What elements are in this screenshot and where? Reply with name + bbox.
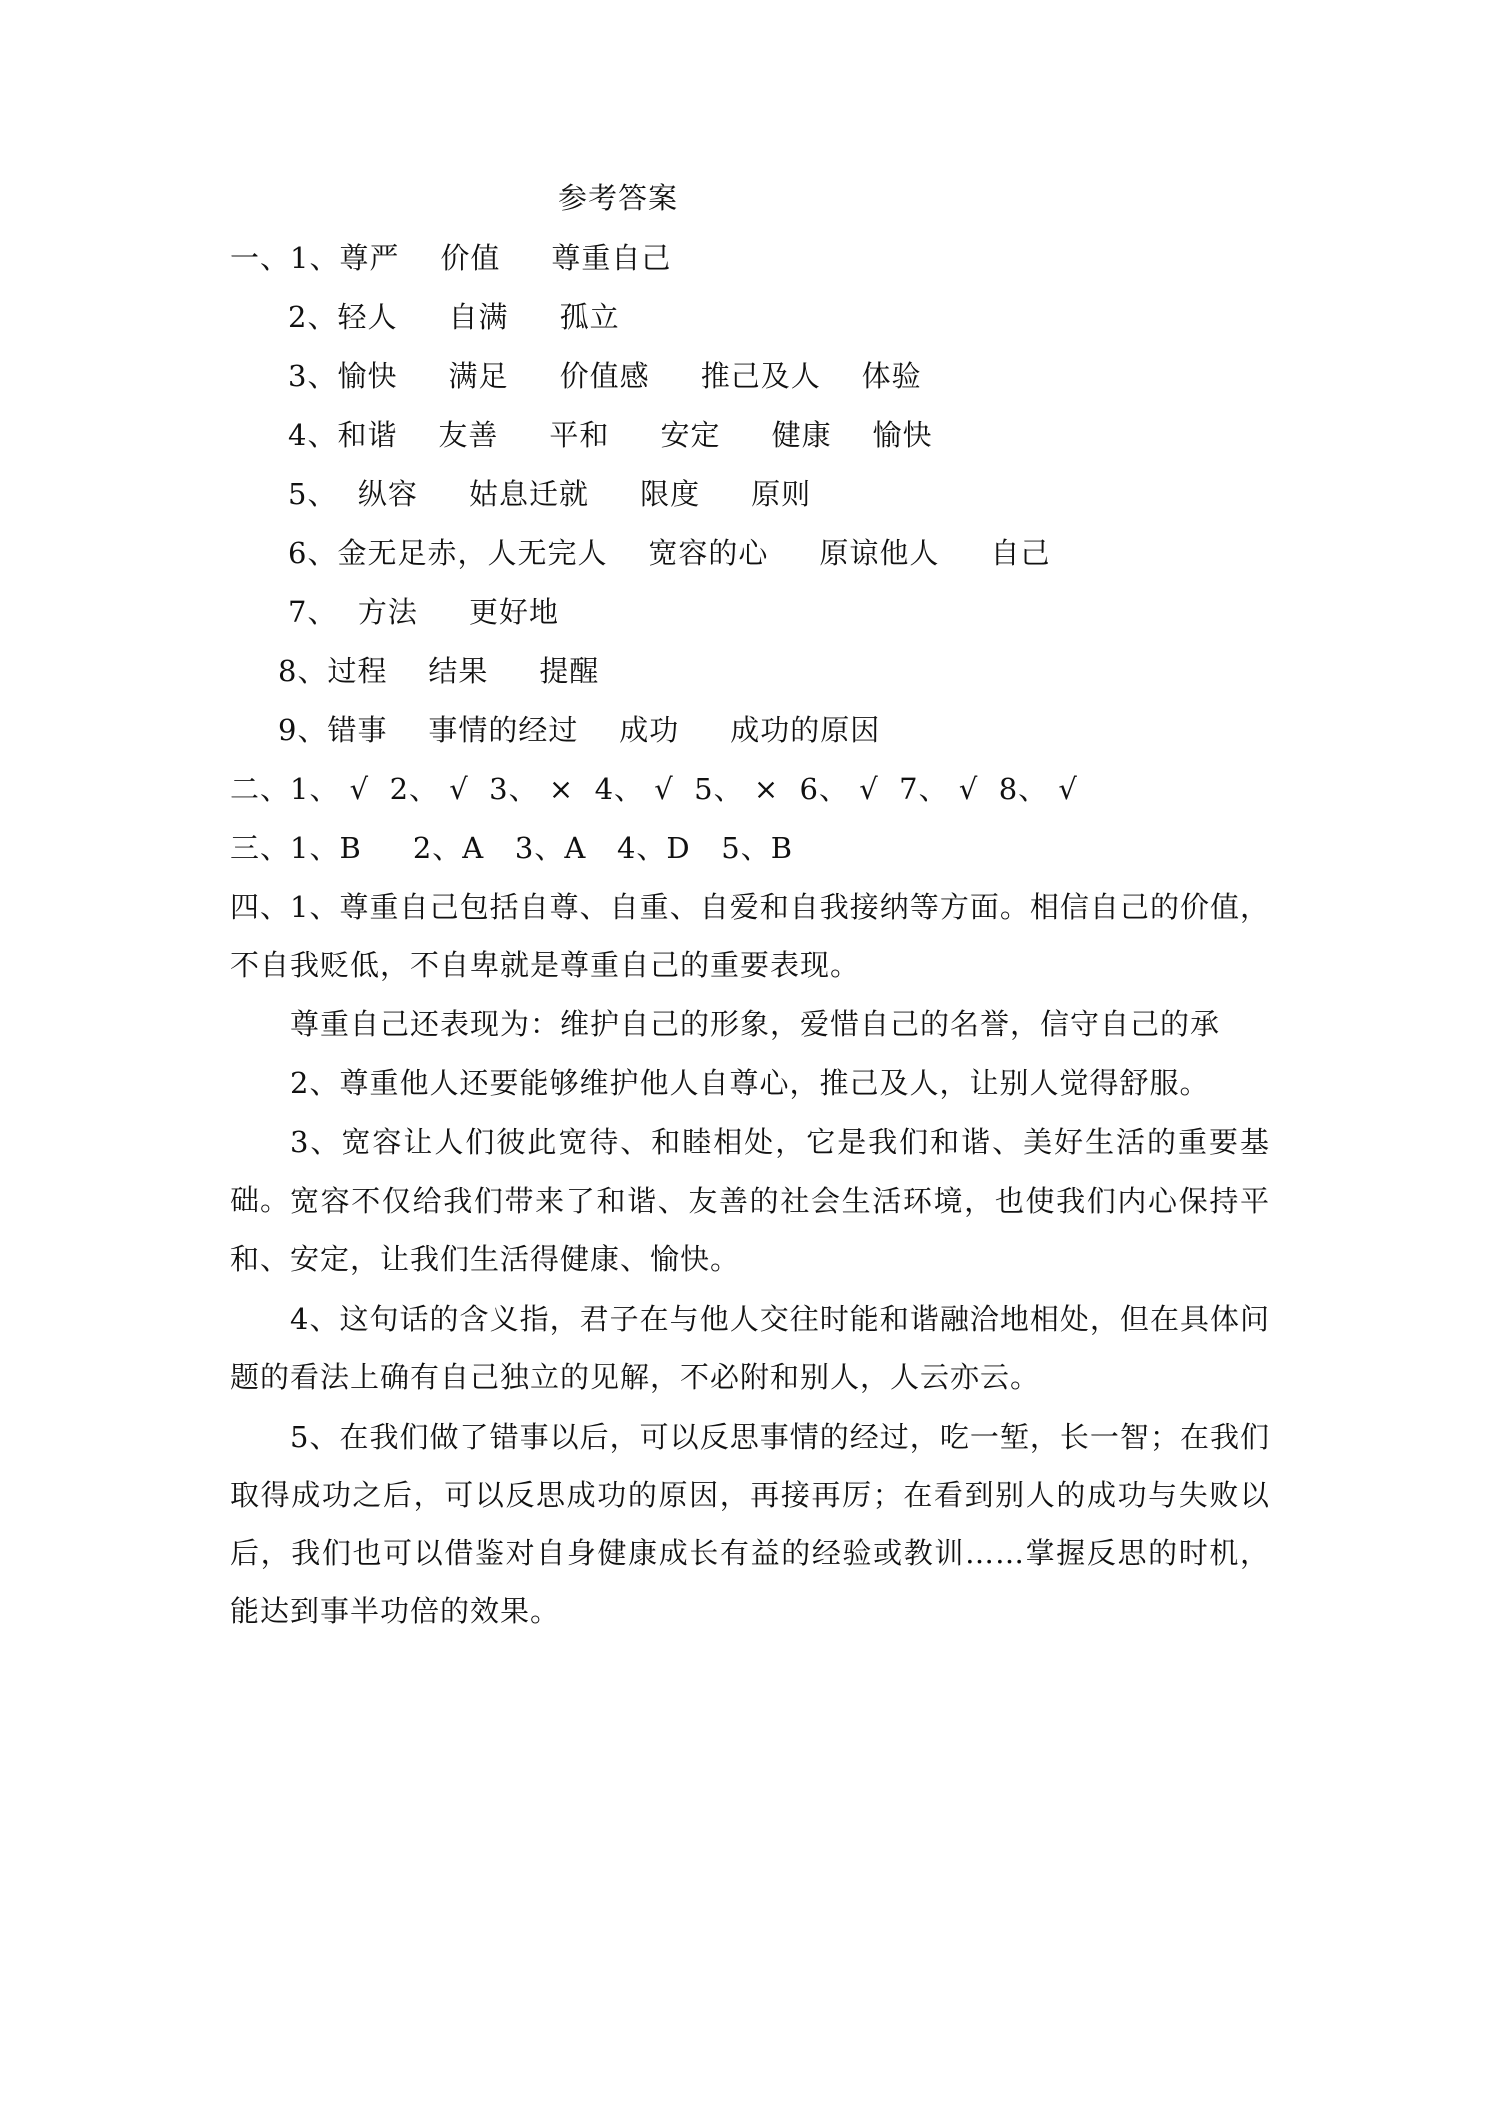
answer-4-1-part2: 尊重自己还表现为：维护自己的形象，爱惜自己的名誉，信守自己的承 xyxy=(290,1007,1221,1041)
answer-line-1-3: 3、愉快 满足 价值感 推己及人 体验 xyxy=(288,359,922,393)
answer-section-2: 二、1、 √ 2、 √ 3、 × 4、 √ 5、 × 6、 √ 7、 √ 8、 √ xyxy=(230,772,1078,806)
answer-line-1-9: 9、错事 事情的经过 成功 成功的原因 xyxy=(278,713,881,747)
answer-4-3-part1: 3、宽容让人们彼此宽待、和睦相处，它是我们和谐、美好生活的重要基础。 xyxy=(230,1125,1270,1217)
answer-line-1-8: 8、过程 结果 提醒 xyxy=(278,654,600,688)
answer-line-1-2: 2、轻人 自满 孤立 xyxy=(288,300,620,334)
answer-line-1-5: 5、 纵容 姑息迁就 限度 原则 xyxy=(288,477,812,511)
answer-line-1-4: 4、和谐 友善 平和 安定 健康 愉快 xyxy=(288,418,933,452)
answer-4-3-part2: 宽容不仅给我们带来了和谐、友善的社会生活环境，也使我们内心保持平和、安定，让我们生活得健康、愉快。 xyxy=(230,1184,1270,1276)
answer-4-5: 5、在我们做了错事以后，可以反思事情的经过，吃一堑，长一智；在我们取得成功之后，可以反思成功的原因，再接再厉；在看到别人的成功与失败以后，我们也可以借鉴对自身健康成长有益的经验或教训……掌握反思的时机，能达到事半功倍的效果。 xyxy=(230,1420,1270,1628)
answer-4-2: 2、尊重他人还要能够维护他人自尊心，推己及人，让别人觉得舒服。 xyxy=(290,1066,1210,1100)
answer-line-1-7: 7、 方法 更好地 xyxy=(288,595,559,629)
answer-line-1-1: 一、1、尊严 价值 尊重自己 xyxy=(230,241,672,275)
answer-line-1-6: 6、金无足赤，人无完人 宽容的心 原谅他人 自己 xyxy=(288,536,1051,570)
answer-section-3: 三、1、B 2、A 3、A 4、D 5、B xyxy=(230,831,794,865)
page-title: 参考答案 xyxy=(558,181,679,215)
answer-4-4: 4、这句话的含义指，君子在与他人交往时能和谐融洽地相处，但在具体问题的看法上确有自己独立的见解，不必附和别人，人云亦云。 xyxy=(230,1302,1270,1394)
answer-4-1-part1: 四、1、尊重自己包括自尊、自重、自爱和自我接纳等方面。相信自己的价值，不自我贬低，不自卑就是尊重自己的重要表现。 xyxy=(230,890,1270,982)
